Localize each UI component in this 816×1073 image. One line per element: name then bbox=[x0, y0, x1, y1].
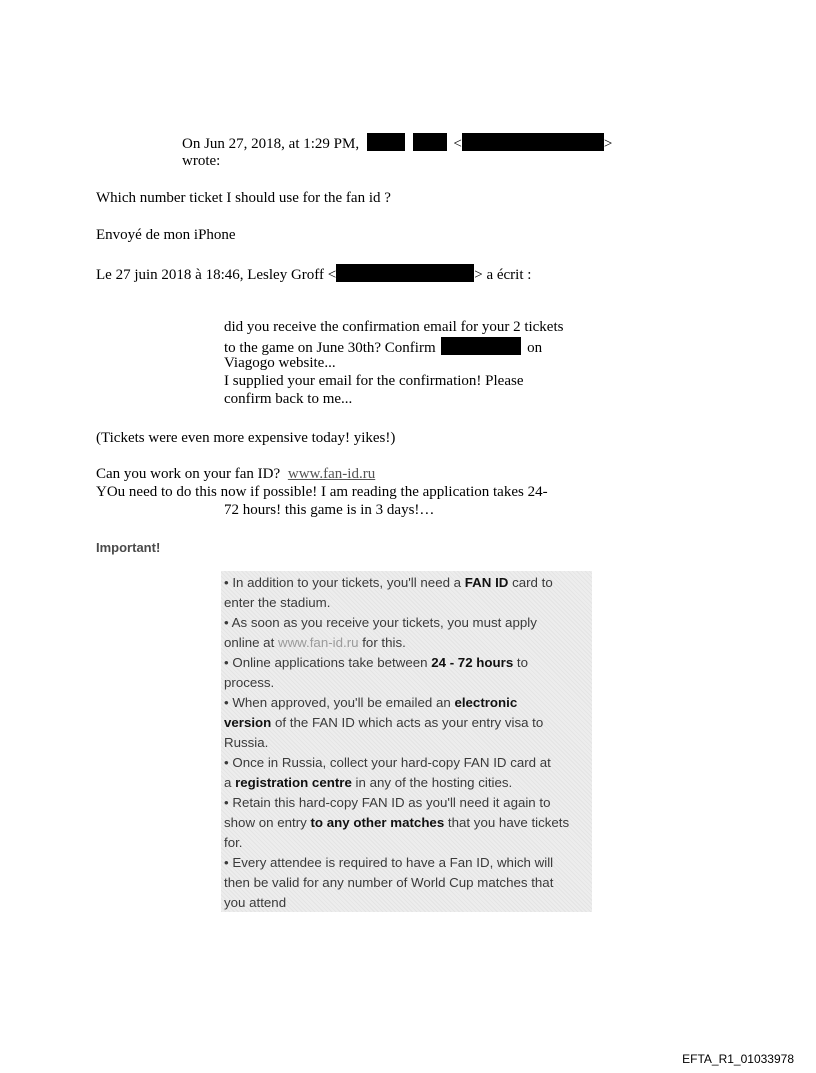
info-line bbox=[224, 573, 592, 593]
redacted-confirm-code bbox=[441, 337, 521, 355]
info-line: for. bbox=[224, 835, 243, 850]
quoted-line-1: did you receive the confirmation email for your 2 tickets bbox=[224, 319, 564, 335]
info-bold: 24 - 72 hours bbox=[431, 655, 514, 670]
fan-id-ask: Can you work on your fan ID? bbox=[96, 466, 281, 482]
fan-id-info-text bbox=[224, 573, 592, 913]
important-label: Important! bbox=[96, 540, 161, 555]
quoted-line-2 bbox=[224, 337, 542, 357]
info-bold: electronic bbox=[454, 695, 518, 710]
quoted-line-3: Viagogo website... bbox=[224, 355, 336, 371]
gt-bracket: > bbox=[603, 136, 613, 152]
info-line: • Every attendee is required to have a Fan ID, which will bbox=[224, 855, 554, 870]
info-line: Russia. bbox=[224, 735, 269, 750]
fan-id-ask-line bbox=[96, 466, 375, 483]
info-line: enter the stadium. bbox=[224, 595, 331, 610]
info-bold: version bbox=[224, 715, 272, 730]
quoted-line-5: confirm back to me... bbox=[224, 391, 353, 407]
info-text: in any of the hosting cities. bbox=[351, 775, 513, 790]
info-line bbox=[224, 653, 592, 673]
fan-id-link[interactable]: www.fan-id.ru bbox=[287, 466, 376, 482]
info-bold: registration centre bbox=[235, 775, 352, 790]
quoted-line-2b: on bbox=[527, 340, 543, 356]
info-line bbox=[224, 713, 592, 733]
info-line: • Retain this hard-copy FAN ID as you'll need it again to bbox=[224, 795, 551, 810]
lt-bracket: < bbox=[453, 136, 462, 152]
info-text: a bbox=[224, 775, 236, 790]
tickets-note: (Tickets were even more expensive today! yikes!) bbox=[96, 430, 396, 446]
quoted-line-2a: to the game on June 30th? Confirm bbox=[224, 340, 436, 356]
reply-header-line bbox=[182, 133, 612, 153]
fan-id-box-link[interactable]: www.fan-id.ru bbox=[277, 635, 359, 650]
info-text: show on entry bbox=[224, 815, 311, 830]
info-bold: FAN ID bbox=[464, 575, 509, 590]
redacted-email bbox=[462, 133, 604, 151]
info-line bbox=[224, 693, 592, 713]
info-text: online at bbox=[224, 635, 278, 650]
info-text: that you have tickets bbox=[444, 815, 570, 830]
info-line: then be valid for any number of World Cup matches that bbox=[224, 875, 554, 890]
le-line bbox=[96, 264, 531, 284]
document-id: EFTA_R1_01033978 bbox=[682, 1052, 794, 1066]
info-line bbox=[224, 773, 592, 793]
fan-id-line-3: 72 hours! this game is in 3 days!… bbox=[224, 502, 435, 518]
redacted-first-name bbox=[367, 133, 405, 151]
info-line bbox=[224, 633, 592, 653]
fan-id-line-2: YOu need to do this now if possible! I am reading the application takes 24- bbox=[96, 484, 548, 500]
info-line: process. bbox=[224, 675, 275, 690]
info-text: card to bbox=[508, 575, 553, 590]
reply-header-wrote: wrote: bbox=[182, 153, 221, 169]
info-text: to bbox=[513, 655, 529, 670]
le-line-suffix: > a écrit : bbox=[474, 267, 532, 283]
info-text: • Online applications take between bbox=[224, 655, 432, 670]
info-text: of the FAN ID which acts as your entry visa to bbox=[271, 715, 544, 730]
info-text: • When approved, you'll be emailed an bbox=[224, 695, 455, 710]
question-text: Which number ticket I should use for the fan id ? bbox=[96, 190, 391, 206]
info-text: • In addition to your tickets, you'll need a bbox=[224, 575, 465, 590]
redacted-last-name bbox=[413, 133, 447, 151]
info-line: • As soon as you receive your tickets, you must apply bbox=[224, 615, 537, 630]
quoted-line-4: I supplied your email for the confirmation! Please bbox=[224, 373, 524, 389]
redacted-email-2 bbox=[336, 264, 474, 282]
reply-header-date: On Jun 27, 2018, at 1:29 PM, bbox=[182, 136, 360, 152]
info-line: you attend bbox=[224, 895, 287, 910]
info-text: for this. bbox=[358, 635, 406, 650]
info-bold: to any other matches bbox=[310, 815, 445, 830]
le-line-prefix: Le 27 juin 2018 à 18:46, Lesley Groff < bbox=[96, 267, 337, 283]
sent-from-text: Envoyé de mon iPhone bbox=[96, 227, 236, 243]
info-line: • Once in Russia, collect your hard-copy FAN ID card at bbox=[224, 755, 551, 770]
info-line bbox=[224, 813, 592, 833]
